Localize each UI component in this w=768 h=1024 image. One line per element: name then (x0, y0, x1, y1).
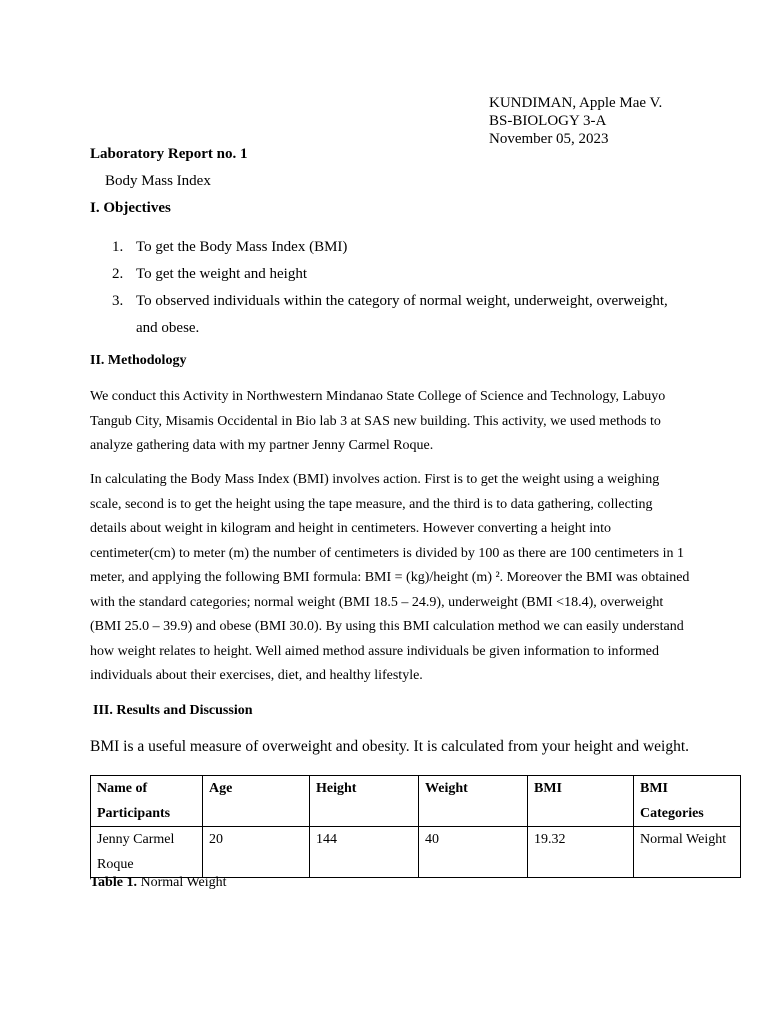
column-header: Age (203, 776, 310, 827)
table-cell: 144 (310, 827, 419, 878)
caption-label: Table 1. (90, 875, 137, 890)
results-intro: BMI is a useful measure of overweight and obesity. It is calculated from your height and weight. (90, 738, 690, 755)
table-row (91, 827, 741, 878)
table-cell: 40 (419, 827, 528, 878)
column-header: BMI (528, 776, 634, 827)
objective-text: To observed individuals within the category of normal weight, underweight, overweight, and obese. (136, 293, 668, 336)
objective-number: 1. (112, 239, 124, 255)
table-header-row (91, 776, 741, 827)
table-caption (90, 875, 227, 891)
methodology-paragraph-2: In calculating the Body Mass Index (BMI) involves action. First is to get the weight using a weighing scale, second is to get the height using the tape measure, and the third is to data gathering, collecting details about weight in kilogram and height in centimeters. However converting a height into centimeter(cm) to meter (m) the number of centimeters is divided by 100 as there are 100 centimeters in 1 meter, and applying the following BMI formula: BMI = (kg)/height (m) ². Moreover the BMI was obtained with the standard categories; normal weight (BMI 18.5 – 24.9), underweight (BMI <18.4), overweight (BMI 25.0 – 39.9) and obese (BMI 30.0). By using this BMI calculation method we can easily understand how weight relates to height. Well aimed method assure individuals be given information to informed individuals about their exercises, diet, and healthy lifestyle. (90, 472, 690, 683)
author-name: KUNDIMAN, Apple Mae V. (489, 95, 663, 111)
objective-item (90, 261, 680, 288)
table-cell: 20 (203, 827, 310, 878)
table-cell: Jenny Carmel Roque (91, 827, 203, 878)
objective-text: To get the weight and height (136, 266, 307, 282)
objectives-list (90, 234, 680, 342)
report-date: November 05, 2023 (489, 131, 609, 147)
objectives-heading: I. Objectives (90, 200, 171, 216)
objective-number: 2. (112, 266, 124, 282)
table-cell: 19.32 (528, 827, 634, 878)
report-subtitle: Body Mass Index (105, 173, 211, 189)
column-header: Name of Participants (91, 776, 203, 827)
author-course: BS-BIOLOGY 3-A (489, 113, 607, 129)
bmi-table (90, 775, 741, 878)
author-header (489, 94, 662, 148)
methodology-paragraph-1: We conduct this Activity in Northwestern Mindanao State College of Science and Technology, Labuyo Tangub City, Misamis Occidental in Bio lab 3 at SAS new building. This activity, we used methods to analyze gathering data with my partner Jenny Carmel Roque. (90, 389, 666, 453)
results-heading: III. Results and Discussion (93, 703, 253, 718)
column-header: Height (310, 776, 419, 827)
objective-item (90, 288, 680, 342)
methodology-heading: II. Methodology (90, 353, 187, 368)
objective-text: To get the Body Mass Index (BMI) (136, 239, 348, 255)
column-header: Weight (419, 776, 528, 827)
column-header: BMI Categories (634, 776, 741, 827)
report-title: Laboratory Report no. 1 (90, 146, 248, 162)
caption-text: Normal Weight (136, 875, 227, 890)
table-cell: Normal Weight (634, 827, 741, 878)
objective-number: 3. (112, 293, 124, 309)
objective-item (90, 234, 680, 261)
